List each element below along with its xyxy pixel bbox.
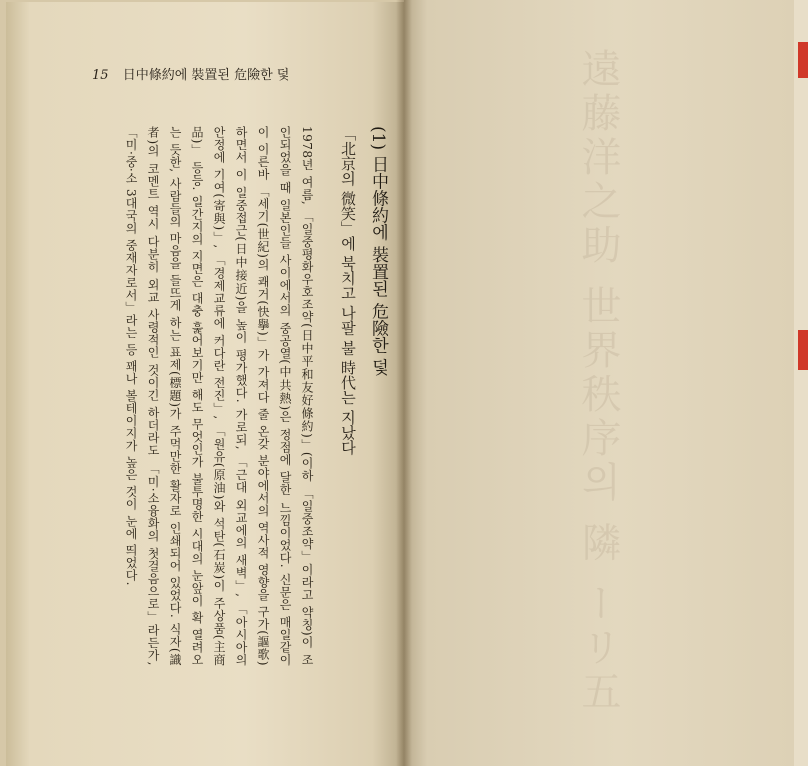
running-head-title: 日中條約에 裝置된 危險한 덫	[122, 68, 290, 83]
left-page	[6, 2, 404, 766]
running-head	[92, 64, 289, 83]
page-edge	[794, 0, 808, 766]
body-paragraph: 1978년 여름, 「일중평화우호조약(日中平和友好條約)」(이하 「일중조약」이라고 약칭)이 조인되었을 때 일본인들 사이에서의 중공열(中共熱)은 정점에 달한 느낌이었다. 신문은 매일같이 이 이른바 「세기(世紀)의 쾌거(快擧)」가 가져다 줄 온갖 분야에서의 역사적 영향을 구가(謳歌)하면서 이 일중접근(日中接近)을 높이 평가했다. 가로되, 「근대 외교에의 새벽」, 「아시아의 안정에 기여(寄與)」, 「경제교류에 커다란 전진」, 「원유(原油)와 석탄(石炭)이 주상품(主商品)」 등등. 일간지의 지면은 대충 훑어보기만 해도 무엇인가 불투명한 시대의 눈앞이 확 열려오는 듯한, 사람들의 마음을 들뜨게 하는 표제(標題)가 주먹만한 활자로 인쇄되어 있었다. 식자(識者)의 코멘트 역시 다분히 외교 사령적인 것이긴 하더라도 「미·소융화의 첫걸음으로」라든가, 「미·중·소 3대국의 중재자로서」라는 등 꽤나 볼테이지가 높은 것이 눈에 띄었다.	[124, 126, 314, 666]
vertical-text-block	[90, 126, 390, 666]
red-tab-marker	[798, 330, 808, 370]
bleed-through-text: 遠藤洋之助 世界秩序의 隣 ーリ五	[575, 48, 621, 715]
red-tab-marker	[798, 42, 808, 78]
chapter-subtitle: 「北京의 微笑」에 북치고 나팔 불 時代는 지났다	[339, 126, 357, 455]
chapter-title: (1) 日中條約에 裝置된 危險한 덫	[368, 126, 388, 376]
book-gutter	[396, 0, 412, 766]
page-number: 15	[92, 68, 109, 83]
right-page	[404, 0, 794, 766]
